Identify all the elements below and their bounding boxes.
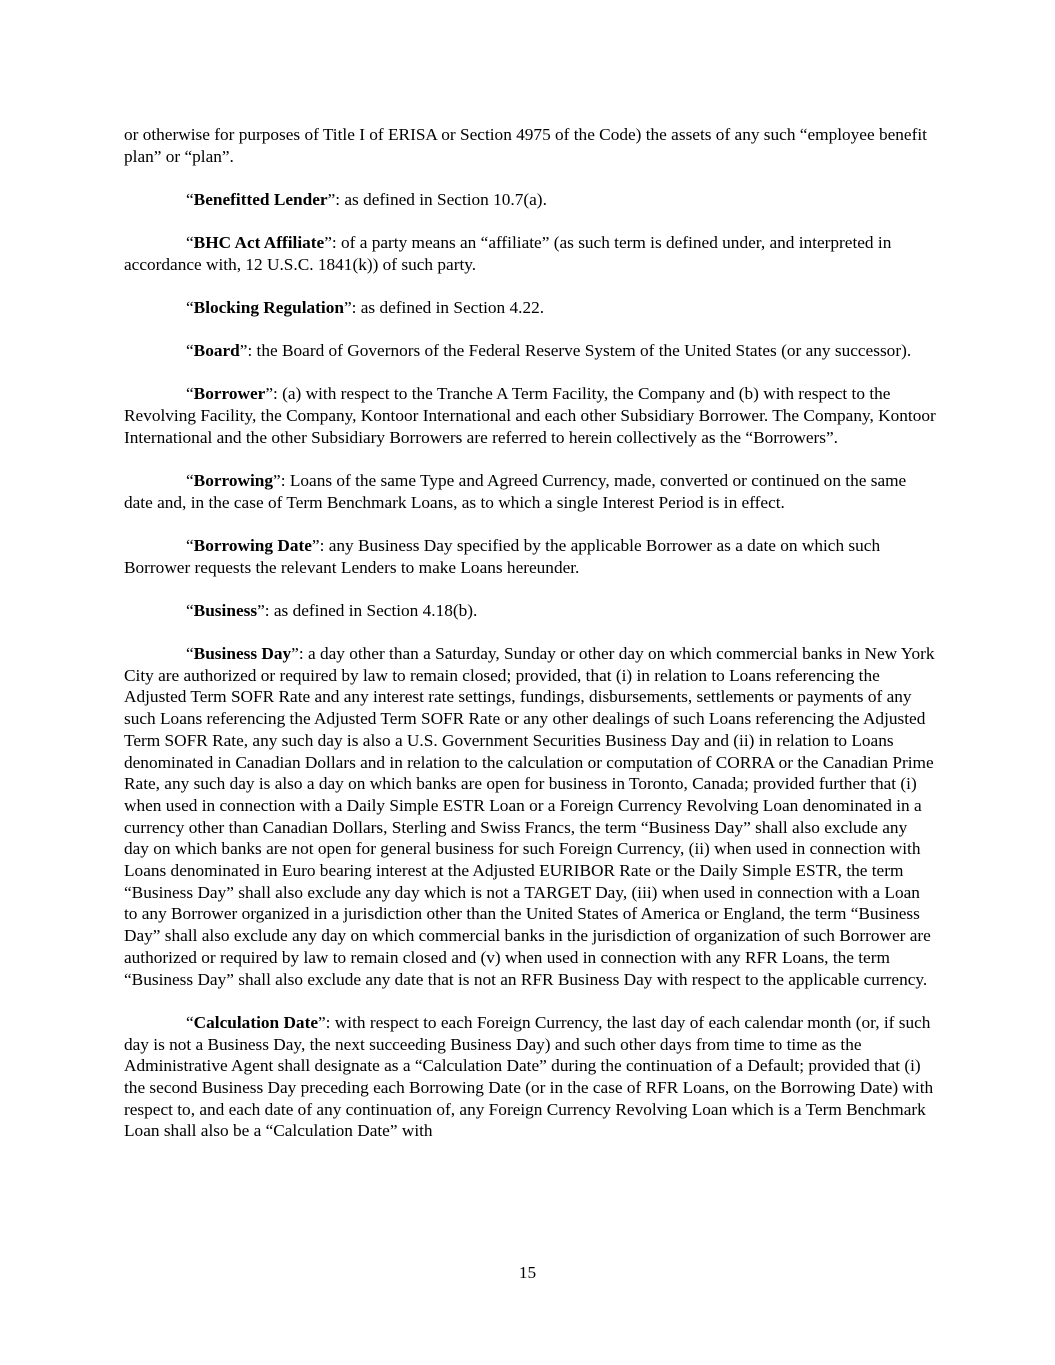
paragraph-continuation	[124, 124, 936, 167]
close-quote: ”	[265, 384, 274, 404]
open-quote: “	[186, 600, 194, 620]
open-quote: “	[186, 341, 194, 361]
definition-text: : a day other than a Saturday, Sunday or other day on which commercial banks in New York City are authorized or required by law to remain closed; provided, that (i) in relation to Loans referencing the Adjusted Term SOFR Rate and any interest rate settings, fundings, disbursements, settlements or payments of any such Loans referencing the Adjusted Term SOFR Rate or any other dealings of such Loans referencing the Adjusted Term SOFR Rate, any such day is also a U.S. Government Securities Business Day and (ii) in relation to Loans denominated in Canadian Dollars and in relation to the calculation or computation of CORRA or the Canadian Prime Rate, any such day is also a day on which banks are open for business in Toronto, Canada; provided further that (i) when used in connection with a Daily Simple ESTR Loan or a Foreign Currency Revolving Loan denominated in a currency other than Canadian Dollars, Sterling and Swiss Francs, the term “Business Day” shall also exclude any day on which banks are not open for general business for such Foreign Currency, (ii) when used in connection with Loans denominated in Euro bearing interest at the Adjusted EURIBOR Rate or the Daily Simple ESTR, the term “Business Day” shall also exclude any day which is not a TARGET Day, (iii) when used in connection with a Loan to any Borrower organized in a jurisdiction other than the United States of America or England, the term “Business Day” shall also exclude any day on which commercial banks in the jurisdiction of organization of such Borrower are authorized or required by law to remain closed and (v) when used in connection with any RFR Loans, the term “Business Day” shall also exclude any date that is not an RFR Business Day with respect to the applicable currency.	[124, 644, 935, 989]
defined-term: Calculation Date	[193, 1012, 318, 1032]
open-quote: “	[186, 471, 194, 491]
close-quote: ”	[318, 1012, 326, 1032]
defined-term: Board	[193, 341, 240, 361]
close-quote: ”	[343, 298, 352, 318]
close-quote: ”	[239, 341, 248, 361]
defined-term: Blocking Regulation	[193, 298, 344, 318]
definition-text: : of a party means an “affiliate” (as such term is defined under, and interpreted in accordance with, 12 U.S.C. 1841(k)) of such party.	[124, 233, 892, 274]
close-quote: ”	[311, 535, 320, 555]
close-quote: ”	[257, 600, 265, 620]
open-quote: “	[186, 384, 194, 404]
definition-business-day	[124, 643, 936, 990]
definition-board	[124, 340, 936, 362]
open-quote: “	[186, 189, 194, 209]
open-quote: “	[186, 535, 194, 555]
definition-bhc-act-affiliate	[124, 232, 936, 275]
defined-term: Business Day	[193, 644, 292, 664]
definition-text: : any Business Day specified by the applicable Borrower as a date on which such Borrower requests the relevant Lenders to make Loans hereunder.	[124, 535, 881, 577]
open-quote: “	[186, 1012, 194, 1032]
definition-blocking-regulation	[124, 297, 936, 319]
defined-term: Borrowing	[193, 471, 274, 491]
defined-term: Borrower	[193, 384, 266, 404]
defined-term: Benefitted Lender	[193, 189, 328, 209]
open-quote: “	[186, 298, 194, 318]
defined-term: Borrowing Date	[193, 535, 312, 555]
close-quote: ”	[324, 233, 332, 253]
definition-borrowing-date	[124, 535, 936, 578]
defined-term: Business	[193, 600, 258, 620]
definition-text: : with respect to each Foreign Currency, the last day of each calendar month (or, if such day is not a Business Day, the next succeeding Business Day) and such other days from time to time as the Administrative Agent shall designate as a “Calculation Date” during the continuation of a Default; provided that (i) the second Business Day preceding each Borrowing Date (or in the case of RFR Loans, on the Borrowing Date) with respect to, and each date of any continuation of, any Foreign Currency Revolving Loan which is a Term Benchmark Loan shall also be a “Calculation Date” with	[124, 1012, 934, 1141]
definition-text: : the Board of Governors of the Federal Reserve System of the United States (or any successor).	[247, 341, 912, 361]
definition-borrowing	[124, 470, 936, 513]
definition-text: : as defined in Section 4.22.	[351, 298, 545, 318]
paragraph-text: or otherwise for purposes of Title I of ERISA or Section 4975 of the Code) the assets of any such “employee benefit plan” or “plan”.	[124, 125, 927, 166]
defined-term: BHC Act Affiliate	[193, 233, 325, 253]
close-quote: ”	[291, 644, 299, 664]
definition-text: : (a) with respect to the Tranche A Term Facility, the Company and (b) with respect to the Revolving Facility, the Company, Kontoor International and each other Subsidiary Borrower. The Company, Kontoor International and the other Subsidiary Borrowers are referred to herein collectively as the “Borrowers”.	[124, 384, 936, 447]
close-quote: ”	[273, 471, 281, 491]
definition-calculation-date	[124, 1012, 936, 1142]
document-body	[124, 124, 936, 1164]
open-quote: “	[186, 233, 194, 253]
definition-business	[124, 600, 936, 622]
open-quote: “	[186, 644, 194, 664]
definition-borrower	[124, 383, 936, 448]
page-number: 15	[518, 1263, 537, 1282]
definition-benefitted-lender	[124, 189, 936, 211]
definition-text: : Loans of the same Type and Agreed Currency, made, converted or continued on the same date and, in the case of Term Benchmark Loans, as to which a single Interest Period is in effect.	[124, 471, 907, 512]
close-quote: ”	[327, 189, 336, 209]
definition-text: : as defined in Section 10.7(a).	[335, 189, 547, 209]
definition-text: : as defined in Section 4.18(b).	[264, 600, 478, 620]
